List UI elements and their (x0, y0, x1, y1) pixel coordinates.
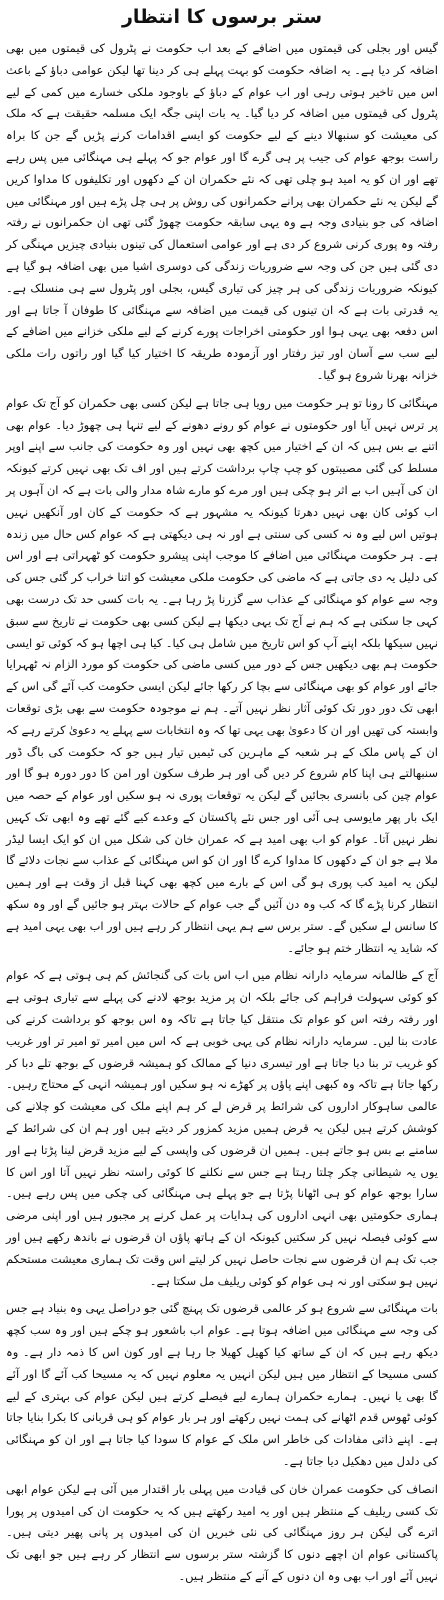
article-paragraph: گیس اور بجلی کی قیمتوں میں اضافے کے بعد اب حکومت نے پٹرول کی قیمتوں میں بھی اضافہ کر دیا ہے۔ یہ اضافہ حکومت کو بہت پہلے ہی کر دینا تھا لیکن عوامی دباؤ کے باعث اس میں تاخیر ہوتی رہی اور اب عوام کے دباؤ کے باوجود ملکی خسارے میں کمی کے لیے پٹرول کی قیمتوں میں اضافہ کر دیا گیا۔ یہ بات اپنی جگہ ایک مسلمہ حقیقت ہے کہ ملک کی معیشت کو سنبھالا دینے کے لیے حکومت کو ایسے اقدامات کرنے پڑیں گے جن کا براہ راست بوجھ عوام کی جیب پر ہی گرے گا اور عوام جو کہ پہلے ہی مہنگائی میں پس رہے تھے اور ان کو یہ امید ہو چلی تھی کہ نئے حکمران ان کے دکھوں اور تکلیفوں کا مداوا کریں گے لیکن یہ نئے حکمران بھی پرانے حکمرانوں کی روش پر ہی چل پڑے ہیں اور مہنگائی میں اضافہ کی جو بنیادی وجہ ہے وہ یہی سابقہ حکومت چھوڑ گئی تھی ان حکمرانوں نے رفتہ رفتہ وہ پوری کرنی شروع کر دی ہے اور عوامی استعمال کی تینوں بنیادی چیزیں مہنگی کر دی گئی ہیں جن کی وجہ سے ضروریات زندگی کی دوسری اشیا میں بھی اضافہ ہو گیا ہے کیونکہ ضروریات زندگی کی ہر چیز کی تیاری گیس، بجلی اور پٹرول سے ہی منسلک ہے۔ یہ قدرتی بات ہے کہ ان تینوں کی قیمت میں اضافہ سے مہنگائی کا طوفان آ جاتا ہے اور اس دفعہ بھی یہی ہوا اور حکومتی اخراجات پورے کرنے کے لیے ملکی خزانے میں اضافے کے لیے سب سے آسان اور تیز رفتار اور آزمودہ طریقہ کا اختیار کیا گیا اور راتوں رات ملکی خزانہ بھرنا شروع ہو گیا۔ (6, 41, 438, 382)
article-paragraph: انصاف کی حکومت عمران خان کی قیادت میں پہلی بار اقتدار میں آئی ہے لیکن عوام ابھی تک کسی ریلیف کے منتظر ہیں اور یہ امید رکھتے ہیں کہ یہ حکومت ان کی امیدوں پر پورا اترے گی لیکن ہر روز مہنگائی کی نئی خبریں ان کی امیدوں پر پانی پھیر دیتی ہیں۔ پاکستانی عوام ان اچھے دنوں کا گزشتہ ستر برسوں سے انتظار کر رہے ہیں جو ابھی تک نہیں آئے اور اب بھی وہ ان دنوں کے آنے کے منتظر ہیں۔ (6, 1481, 438, 1583)
article-paragraph: آج کے ظالمانہ سرمایہ دارانہ نظام میں اب اس بات کی گنجائش کم ہی ہوتی ہے کہ عوام کو کوئی سہولت فراہم کی جائے بلکہ ان پر مزید بوجھ لادنے کی پہلے سے تیاری ہوتی ہے اور رفتہ رفتہ اس کو عوام تک منتقل کیا جاتا ہے تاکہ وہ اس بوجھ کو برداشت کرنے کی عادت بنا لیں۔ سرمایہ دارانہ نظام کی یہی خوبی ہے کہ اس میں امیر تو امیر تر اور غریب کو غریب تر بنا دیا جاتا ہے اور تیسری دنیا کے ممالک کو ہمیشہ قرضوں کے بوجھ تلے دبا کر رکھا جاتا ہے تاکہ وہ کبھی اپنے پاؤں پر کھڑے نہ ہو سکیں اور ہمیشہ انہی کے محتاج رہیں۔ عالمی ساہوکار اداروں کی شرائط پر قرض لے کر ہم اپنے ملک کی معیشت کو چلانے کی کوشش کرتے ہیں لیکن یہ قرض ہمیں مزید کمزور کر دیتے ہیں اور ہم ان کی شرائط کے سامنے بے بس ہو جاتے ہیں۔ ہمیں ان قرضوں کی واپسی کے لیے مزید قرض لینا پڑتا ہے اور یوں یہ شیطانی چکر چلتا رہتا ہے جس سے نکلنے کا کوئی راستہ نظر نہیں آتا اور اس کا سارا بوجھ عوام کو ہی اٹھانا پڑتا ہے جو پہلے ہی مہنگائی کی چکی میں پس رہے ہیں۔ ہماری حکومتیں بھی انہی اداروں کی ہدایات پر عمل کرنے پر مجبور ہیں اور اپنی مرضی سے کوئی فیصلہ نہیں کر سکتیں کیونکہ ان کے ہاتھ پاؤں ان قرضوں نے باندھ رکھے ہیں اور جب تک ہم ان قرضوں سے نجات حاصل نہیں کر لیتے اس وقت تک ہماری معیشت مستحکم نہیں ہو سکتی اور نہ ہی عوام کو کوئی ریلیف مل سکتا ہے۔ (6, 968, 438, 1288)
article-title: ستر برسوں کا انتظار (121, 6, 323, 28)
article-paragraph: بات مہنگائی سے شروع ہو کر عالمی قرضوں تک پہنچ گئی جو دراصل یہی وہ بنیاد ہے جس کی وجہ سے مہنگائی میں اضافہ ہوتا ہے۔ عوام اب باشعور ہو چکے ہیں اور وہ سب کچھ دیکھ رہے ہیں کہ ان کے ساتھ کیا کھیل کھیلا جا رہا ہے اور کون اس کا ذمہ دار ہے۔ وہ کسی مسیحا کے انتظار میں ہیں لیکن انہیں یہ معلوم نہیں کہ یہ مسیحا کب آئے گا اور آئے گا بھی یا نہیں۔ ہمارے حکمران ہمارے لیے فیصلے کرتے ہیں لیکن عوام کی بہتری کے لیے کوئی ٹھوس قدم اٹھانے کی ہمت نہیں رکھتے اور ہر بار عوام کو ہی قربانی کا بکرا بنایا جاتا ہے۔ اپنے ذاتی مفادات کی خاطر اس ملک کے عوام کا سودا کیا جاتا ہے اور ان کو مہنگائی کی دلدل میں دھکیل دیا جاتا ہے۔ (6, 1301, 438, 1468)
article-body (6, 38, 438, 1588)
article-paragraph: مہنگائی کا رونا تو ہر حکومت میں رویا ہی جاتا ہے لیکن کسی بھی حکمران کو آج تک عوام پر ترس نہیں آیا اور حکومتوں نے عوام کو رونے دھونے کے لیے تنہا ہی چھوڑ دیا۔ عوام بھی اتنے بے بس ہیں کہ ان کے اختیار میں کچھ بھی نہیں اور وہ حکومت کی جانب سے اپنے اوپر مسلط کی گئی مصیبتوں کو چپ چاپ برداشت کرتے ہیں اور اف تک بھی نہیں کرتے کیونکہ ان کی آہیں اب بے اثر ہو چکی ہیں اور مرے کو مارے شاہ مدار والی بات ہے کہ ان آہوں پر اب کوئی کان بھی نہیں دھرتا کیونکہ یہ مشہور ہے کہ حکومت کے کان اور آنکھیں نہیں ہوتیں اس لیے وہ نہ کسی کی سنتی ہے اور نہ ہی دیکھتی ہے کہ عوام کس حال میں زندہ ہے۔ ہر حکومت مہنگائی میں اضافے کا موجب اپنی پیشرو حکومت کو ٹھہراتی ہے اور اس کی دلیل یہ دی جاتی ہے کہ ماضی کی حکومت ملکی معیشت کو اتنا خراب کر گئی جس کی وجہ سے عوام کو مہنگائی کے عذاب سے گزرنا پڑ رہا ہے۔ یہ بات کسی حد تک درست بھی کہی جا سکتی ہے کہ ہم نے آج تک یہی دیکھا ہے لیکن کسی بھی حکومت نے تاریخ سے سبق نہیں سیکھا بلکہ اپنے آپ کو اس تاریخ میں شامل ہی کیا۔ کیا ہی اچھا ہو کہ کوئی تو ایسی حکومت ہم بھی دیکھیں جس کے دور میں کسی ماضی کی حکومت کو مورد الزام نہ ٹھہرایا جائے اور عوام کو بھی مہنگائی سے بچا کر رکھا جائے لیکن ایسی حکومت کب آئے گی اس کے ابھی تک دور دور تک کوئی آثار نظر نہیں آتے۔ ہم نے موجودہ حکومت سے بھی بڑی توقعات وابستہ کی تھیں اور ان کا دعویٰ بھی یہی تھا کہ وہ انتخابات سے پہلے یہ دعویٰ کرتے رہے کہ ان کے پاس ملک کے ہر شعبہ کے ماہرین کی ٹیمیں تیار ہیں جو کہ حکومت کی باگ ڈور سنبھالتے ہی اپنا کام شروع کر دیں گی اور ہر طرف سکون اور امن کا دور دورہ ہو گا اور عوام چین کی بانسری بجائیں گے لیکن یہ توقعات پوری نہ ہو سکیں اور عوام کے حصہ میں ایک بار پھر مایوسی ہی آئی اور جس نئے پاکستان کے وعدے کیے گئے تھے وہ ابھی تک کہیں نظر نہیں آتا۔ عوام کو اب بھی امید ہے کہ عمران خان کی شکل میں ان کو ایک ایسا لیڈر ملا ہے جو ان کے دکھوں کا مداوا کرے گا اور ان کو اس مہنگائی کے عذاب سے نجات دلائے گا لیکن یہ امید کب پوری ہو گی اس کے بارے میں کچھ بھی کہنا قبل از وقت ہے اور ہمیں انتظار کرنا پڑے گا کہ کب وہ دن آئیں گے جب عوام کے حالات بہتر ہو جائیں گے اور وہ سکھ کا سانس لے سکیں گے۔ ستر برس سے ہم یہی انتظار کر رہے ہیں اور اب بھی یہی امید ہے کہ شاید یہ انتظار ختم ہو جائے۔ (6, 395, 438, 955)
